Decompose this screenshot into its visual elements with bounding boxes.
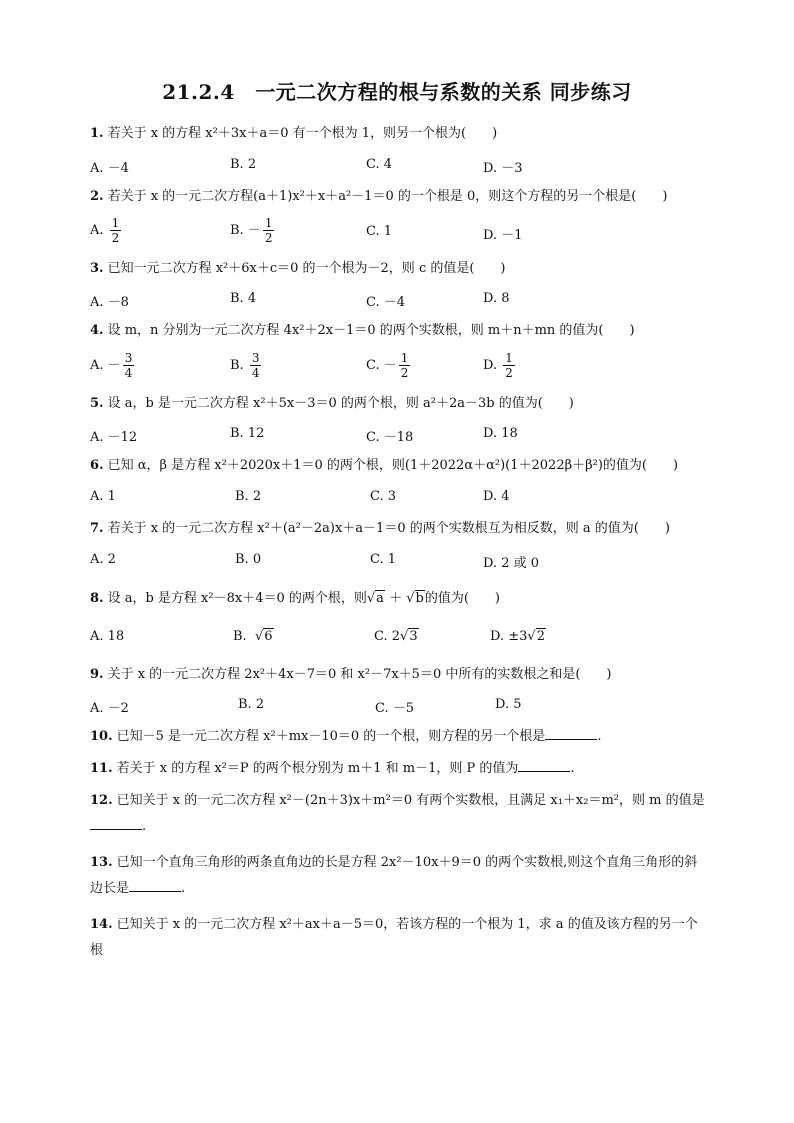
fraction: $\frac{1}{2}$ bbox=[111, 216, 120, 245]
question-number: 5. bbox=[90, 396, 104, 411]
answer-blank[interactable] bbox=[518, 759, 570, 772]
question-6 bbox=[90, 455, 710, 477]
option-c: C. －5 bbox=[375, 701, 415, 716]
question-number: 7. bbox=[90, 521, 104, 536]
option-a: A. －2 bbox=[90, 701, 129, 716]
option-d: D. 2 或 0 bbox=[483, 556, 540, 571]
option-d: D. 4 bbox=[483, 489, 510, 504]
option-c: C. 1 bbox=[366, 224, 393, 239]
option-d: D. 8 bbox=[483, 291, 510, 306]
option-a: A. $\frac{1}{2}$ bbox=[90, 216, 120, 245]
options-9 bbox=[90, 697, 710, 727]
question-text: 若关于 x 的一元二次方程 x²＋(a²－2a)x＋a－1＝0 的两个实数根互为相反数，则 a 的值为( ) bbox=[107, 521, 670, 536]
option-d: D. ±3√2 bbox=[490, 629, 545, 644]
question-text: 已知一个直角三角形的两条直角边的长是方程 2x²－10x＋9＝0 的两个实数根,则这个直角三角形的斜边长是 bbox=[90, 855, 698, 896]
answer-blank[interactable] bbox=[90, 817, 142, 830]
question-number: 2. bbox=[90, 189, 104, 204]
option-c: C. 3 bbox=[370, 489, 397, 504]
fraction: $\frac{1}{2}$ bbox=[505, 351, 513, 380]
option-a: A. － $\frac{3}{4}$ bbox=[90, 351, 133, 380]
option-d: D. 5 bbox=[495, 697, 522, 712]
option-a: A. －4 bbox=[90, 161, 129, 176]
options-2 bbox=[90, 216, 710, 254]
option-d: D. －1 bbox=[483, 228, 523, 243]
question-12: 12. 已知关于 x 的一元二次方程 x²－(2n＋3)x＋m²＝0 有两个实数根，且满足 x₁＋x₂＝m²，则 m 的值是. bbox=[90, 793, 705, 834]
question-5 bbox=[90, 393, 710, 415]
question-text: 已知关于 x 的一元二次方程 x²－(2n＋3)x＋m²＝0 有两个实数根，且满足 x₁＋x₂＝m²，则 m 的值是 bbox=[116, 793, 705, 808]
question-text: 若关于 x 的一元二次方程(a＋1)x²＋x＋a²－1＝0 的一个根是 0，则这个方程的另一个根是( ) bbox=[107, 189, 668, 204]
question-13: 13. 已知一个直角三角形的两条直角边的长是方程 2x²－10x＋9＝0 的两个实数根,则这个直角三角形的斜边长是 . bbox=[90, 855, 698, 896]
question-text: 已知－5 是一元二次方程 x²＋mx－10＝0 的一个根，则方程的另一个根是 bbox=[116, 729, 546, 744]
option-b: B. 2 bbox=[230, 157, 257, 172]
option-d: D. －3 bbox=[483, 161, 523, 176]
option-a: A. 2 bbox=[90, 552, 116, 567]
options-4 bbox=[90, 351, 710, 389]
question-4 bbox=[90, 320, 710, 342]
question-10: 10. 已知－5 是一元二次方程 x²＋mx－10＝0 的一个根，则方程的另一个根是 . bbox=[90, 729, 602, 744]
option-d: D. $\frac{1}{2}$ bbox=[483, 351, 513, 380]
question-number: 9. bbox=[90, 667, 104, 682]
option-a: A. －12 bbox=[90, 430, 138, 445]
question-1 bbox=[90, 123, 710, 145]
option-b: B. 12 bbox=[230, 426, 265, 441]
question-text: 已知 α，β 是方程 x²＋2020x＋1＝0 的两个根，则(1＋2022α＋α²)(1＋2022β＋β²)的值为( ) bbox=[107, 458, 679, 473]
question-number: 12. bbox=[90, 793, 113, 808]
question-text: 已知关于 x 的一元二次方程 x²＋ax＋a－5＝0，若该方程的一个根为 1，求 a 的值及该方程的另一个根 bbox=[90, 917, 698, 958]
question-number: 11. bbox=[90, 761, 113, 776]
question-text: 设 a，b 是一元二次方程 x²＋5x－3＝0 的两个根，则 a²＋2a－3b 的值为( ) bbox=[107, 396, 574, 411]
option-b: B. √6 bbox=[233, 629, 273, 644]
option-a: A. 1 bbox=[90, 489, 116, 504]
question-2 bbox=[90, 186, 710, 208]
question-number: 6. bbox=[90, 458, 104, 473]
options-3 bbox=[90, 291, 710, 321]
options-5 bbox=[90, 426, 710, 456]
question-text: 若关于 x 的方程 x²＝P 的两个根分别为 m＋1 和 m－1，则 P 的值为 bbox=[116, 761, 519, 776]
option-a: A. 18 bbox=[90, 629, 125, 644]
question-8: 8. 设 a，b 是方程 x²－8x＋4＝0 的两个根，则√a ＋ √b的值为( ) bbox=[90, 588, 710, 610]
question-number: 13. bbox=[90, 855, 113, 870]
question-number: 10. bbox=[90, 729, 113, 744]
fraction: $\frac{1}{2}$ bbox=[264, 216, 273, 245]
option-b: B. － $\frac{1}{2}$ bbox=[230, 216, 273, 245]
sqrt-a: √a bbox=[366, 591, 384, 606]
option-b: B. $\frac{3}{4}$ bbox=[230, 351, 260, 380]
question-number: 14. bbox=[90, 917, 113, 932]
option-b: B. 2 bbox=[235, 489, 262, 504]
options-7 bbox=[90, 552, 710, 582]
question-3 bbox=[90, 258, 710, 280]
options-1 bbox=[90, 157, 710, 187]
option-b: B. 4 bbox=[230, 291, 257, 306]
fraction: $\frac{1}{2}$ bbox=[400, 351, 409, 380]
option-c: C. 1 bbox=[370, 552, 397, 567]
option-c: C. 4 bbox=[366, 157, 393, 172]
answer-blank[interactable] bbox=[545, 727, 597, 740]
option-c: C. －18 bbox=[366, 430, 414, 445]
question-number: 8. bbox=[90, 591, 104, 606]
question-number: 3. bbox=[90, 261, 104, 276]
option-b: B. 2 bbox=[238, 697, 265, 712]
option-c: C. － $\frac{1}{2}$ bbox=[366, 351, 409, 380]
question-11: 11. 若关于 x 的方程 x²＝P 的两个根分别为 m＋1 和 m－1，则 P 的值为 . bbox=[90, 761, 575, 776]
option-b: B. 0 bbox=[235, 552, 262, 567]
option-a: A. －8 bbox=[90, 295, 129, 310]
question-text: 设 m，n 分别为一元二次方程 4x²＋2x－1＝0 的两个实数根，则 m＋n＋mn 的值为( ) bbox=[107, 323, 635, 338]
page-title: 21.2.4 一元二次方程的根与系数的关系 同步练习 bbox=[162, 80, 632, 104]
question-text: 关于 x 的一元二次方程 2x²＋4x－7＝0 和 x²－7x＋5＝0 中所有的实数根之和是( ) bbox=[107, 667, 612, 682]
sqrt-b: √b bbox=[406, 591, 424, 606]
fraction: $\frac{3}{4}$ bbox=[251, 351, 260, 380]
question-text: 已知一元二次方程 x²＋6x＋c＝0 的一个根为－2，则 c 的值是( ) bbox=[107, 261, 506, 276]
option-c: C. －4 bbox=[366, 295, 406, 310]
question-number: 4. bbox=[90, 323, 104, 338]
answer-blank[interactable] bbox=[129, 879, 181, 892]
options-8 bbox=[90, 629, 710, 659]
question-14 bbox=[90, 912, 710, 964]
question-number: 1. bbox=[90, 126, 104, 141]
question-9 bbox=[90, 664, 710, 686]
question-7 bbox=[90, 518, 710, 540]
option-d: D. 18 bbox=[483, 426, 518, 441]
question-text: 若关于 x 的方程 x²＋3x＋a＝0 有一个根为 1，则另一个根为( ) bbox=[107, 126, 498, 141]
option-c: C. 2√3 bbox=[374, 629, 418, 644]
fraction: $\frac{3}{4}$ bbox=[124, 351, 133, 380]
options-6 bbox=[90, 489, 710, 519]
